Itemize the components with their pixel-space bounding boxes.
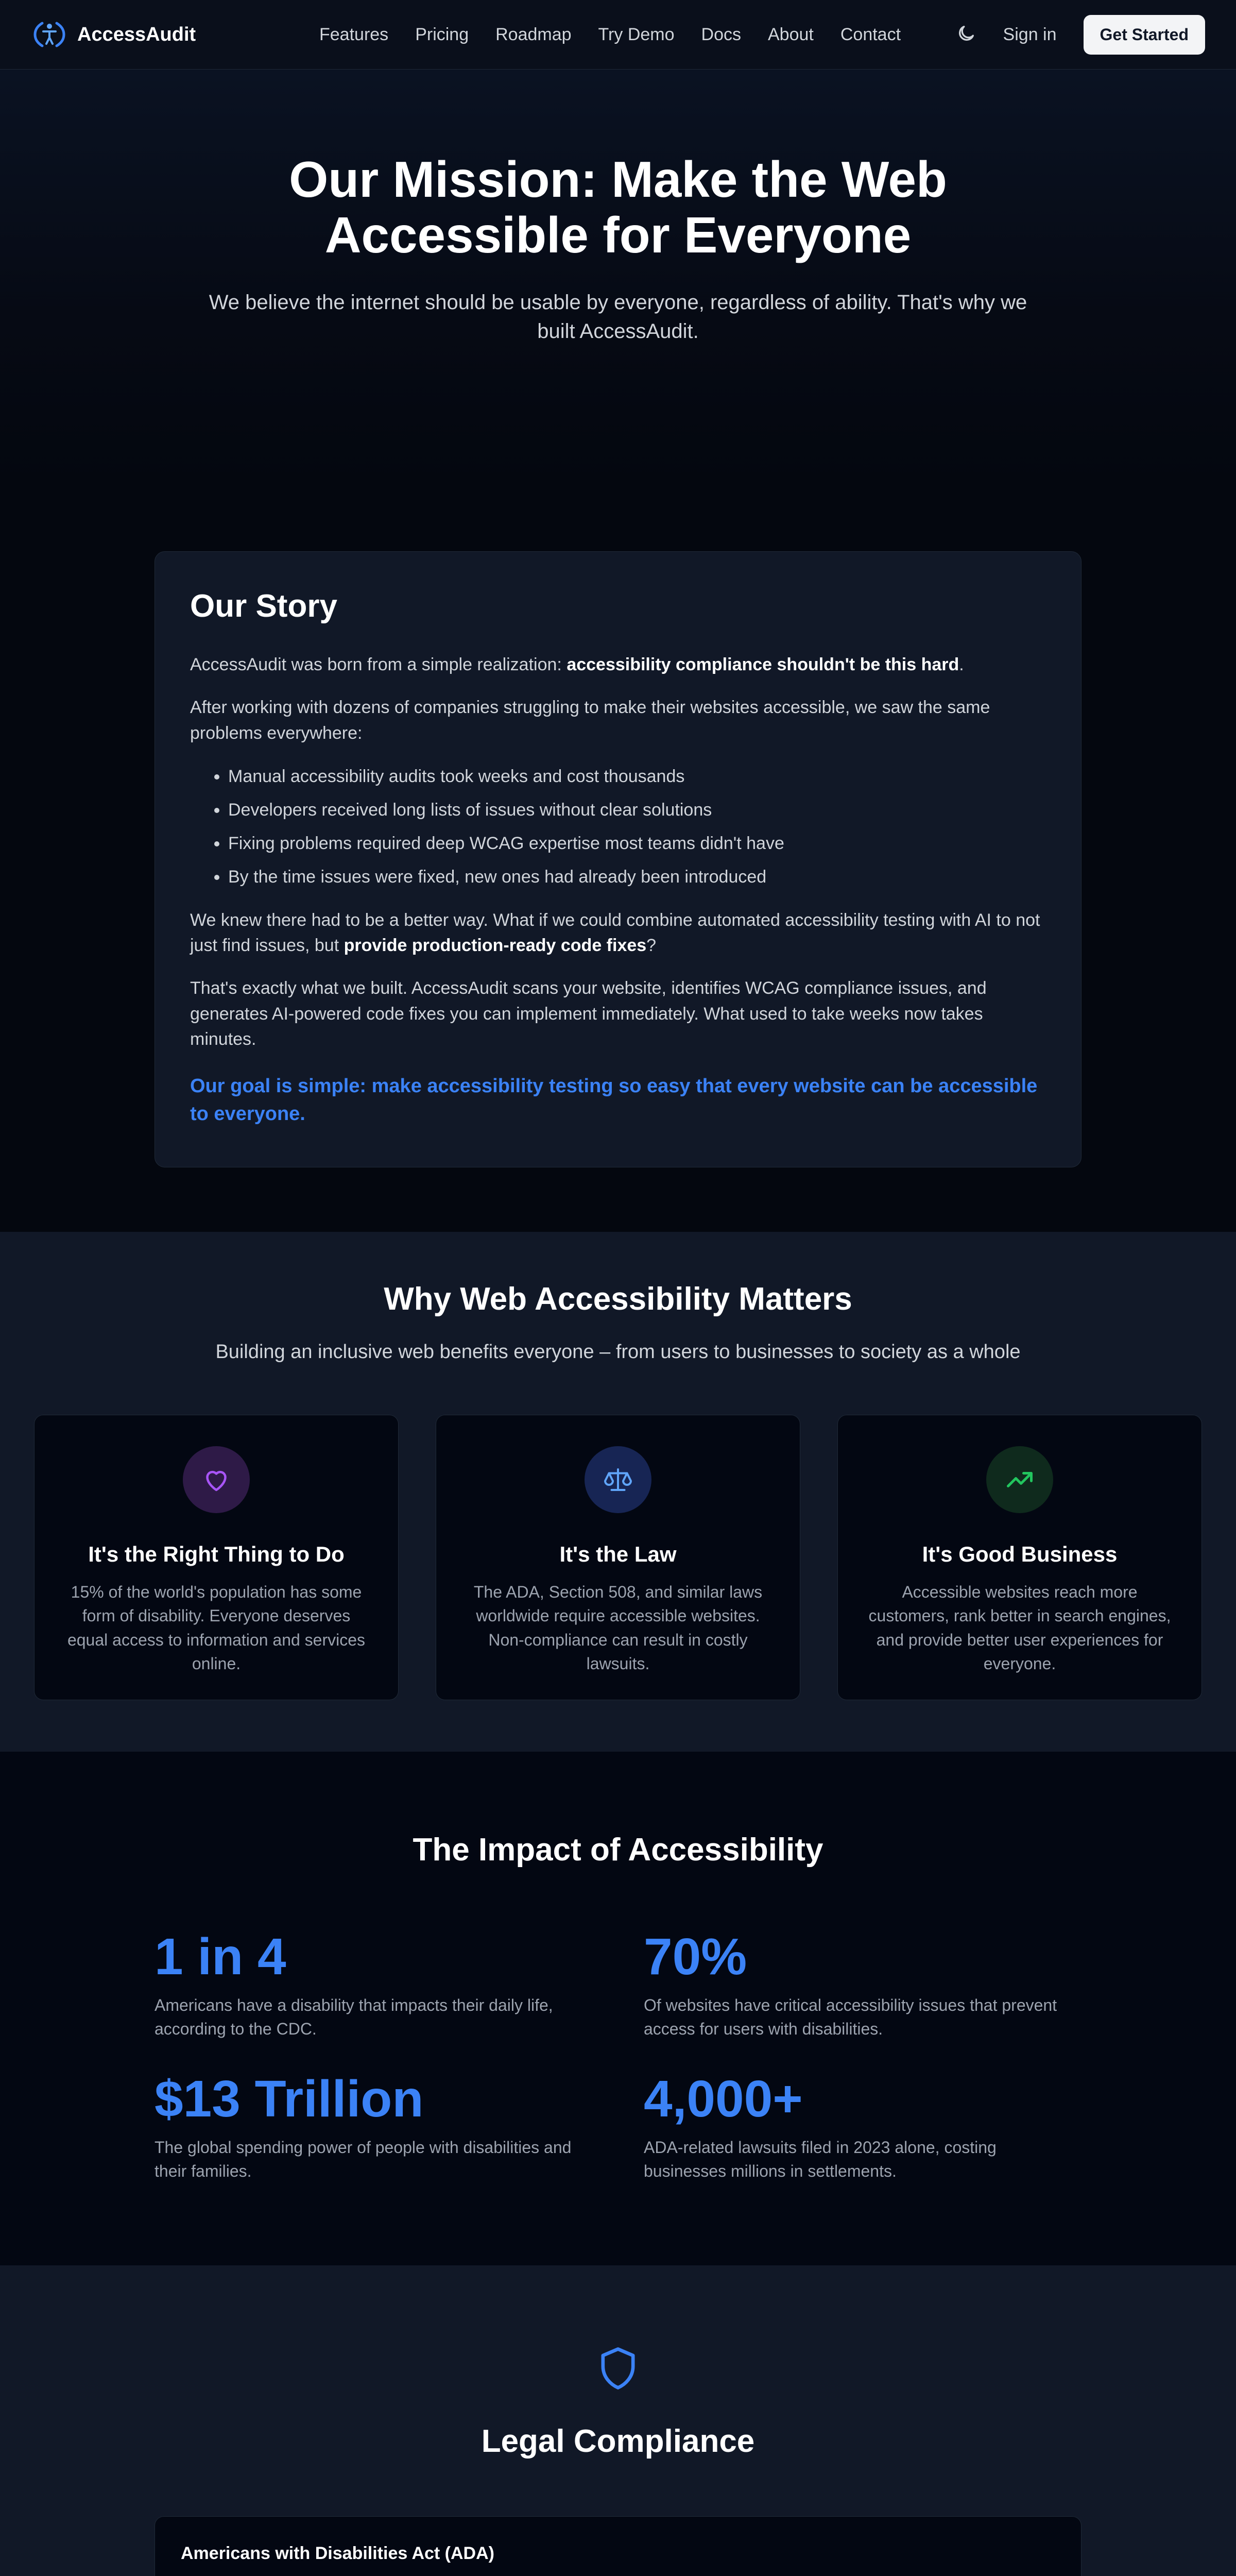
story-problem-list (228, 764, 1046, 890)
story-paragraph-1 (190, 652, 1046, 677)
impact-section (0, 1752, 1236, 2266)
nav-link-roadmap[interactable]: Roadmap (495, 24, 572, 44)
legal-list (154, 2516, 1082, 2576)
sign-in-link[interactable]: Sign in (1003, 24, 1057, 44)
list-item: • Developers received long lists of issues without clear solutions (228, 797, 1046, 823)
stat-value: 1 in 4 (154, 1927, 286, 1986)
impact-heading: The Impact of Accessibility (413, 1832, 823, 1868)
legal-item-title: Americans with Disabilities Act (ADA) (181, 2544, 494, 2564)
why-card-law (436, 1415, 800, 1700)
brand-logo[interactable] (31, 19, 196, 50)
why-card-text: 15% of the world's population has some form of disability. Everyone deserves equal access to information and services online. (67, 1582, 366, 1673)
accessibility-logo-icon (31, 19, 68, 50)
legal-section (0, 2265, 1236, 2576)
why-card-text: The ADA, Section 508, and similar laws worldwide require accessible websites. Non-compliance can result in costly lawsuits. (473, 1582, 763, 1673)
story-paragraph-3 (190, 908, 1046, 959)
nav-links (319, 25, 901, 45)
story-p1-end: . (959, 655, 964, 674)
hero-title: Our Mission: Make the Web Accessible for Everyone (289, 151, 947, 263)
nav-link-contact[interactable]: Contact (840, 24, 901, 44)
why-card-business (837, 1415, 1202, 1700)
stat-description: Of websites have critical accessibility issues that prevent access for users with disabilities. (644, 1995, 1057, 2039)
why-subtitle: Building an inclusive web benefits everyone – from users to businesses to society as a whole (215, 1341, 1021, 1363)
story-p1-text: AccessAudit was born from a simple realization: (190, 655, 567, 674)
nav-link-features[interactable]: Features (319, 24, 389, 44)
story-p3-emphasis: provide production-ready code fixes (344, 936, 647, 956)
brand-name: AccessAudit (77, 23, 196, 45)
stat-item (154, 2072, 592, 2183)
list-item: • Fixing problems required deep WCAG expertise most teams didn't have (228, 831, 1046, 857)
nav-link-pricing[interactable]: Pricing (415, 24, 469, 44)
scale-icon (585, 1446, 651, 1513)
stat-description: Americans have a disability that impacts their daily life, according to the CDC. (154, 1995, 553, 2039)
story-heading: Our Story (190, 588, 337, 624)
why-section (0, 1232, 1236, 1752)
list-item: • Manual accessibility audits took weeks and cost thousands (228, 764, 1046, 790)
why-card-title: It's the Right Thing to Do (88, 1541, 345, 1566)
nav-link-docs[interactable]: Docs (701, 24, 741, 44)
story-card (154, 551, 1082, 1167)
why-card-right-thing (34, 1415, 399, 1700)
stat-item (154, 1927, 592, 2041)
story-p3-text: We knew there had to be a better way. What if we could combine automated accessibility testing with AI to not just find issues, but (190, 910, 1040, 956)
stat-item (644, 2072, 1082, 2183)
heart-icon (183, 1446, 250, 1513)
get-started-button[interactable]: Get Started (1084, 15, 1205, 55)
theme-toggle-moon-icon[interactable] (956, 23, 976, 46)
why-card-title: It's the Law (559, 1541, 677, 1566)
stat-description: The global spending power of people with disabilities and their families. (154, 2138, 572, 2180)
legal-item-ada (154, 2516, 1082, 2576)
story-p1-emphasis: accessibility compliance shouldn't be this hard (566, 655, 959, 674)
stat-value: 4,000+ (644, 2070, 803, 2128)
shield-icon (592, 2343, 644, 2394)
why-cards (0, 1415, 1236, 1700)
hero-subtitle: We believe the internet should be usable by everyone, regardless of ability. That's why we built AccessAudit. (209, 291, 1027, 343)
story-paragraph-2: After working with dozens of companies struggling to make their websites accessible, we saw the same problems everywhere: (190, 698, 990, 743)
nav-actions (956, 15, 1205, 55)
why-card-text: Accessible websites reach more customers, rank better in search engines, and provide better user experiences for everyone. (868, 1582, 1171, 1673)
top-nav (0, 0, 1236, 70)
stat-value: 70% (644, 1927, 747, 1986)
stats-grid (154, 1927, 1082, 2183)
story-section (0, 482, 1236, 1232)
why-card-title: It's Good Business (922, 1541, 1118, 1566)
why-heading: Why Web Accessibility Matters (384, 1281, 852, 1317)
nav-link-try-demo[interactable]: Try Demo (598, 24, 675, 44)
list-item: • By the time issues were fixed, new ones had already been introduced (228, 864, 1046, 890)
legal-heading: Legal Compliance (481, 2424, 755, 2460)
nav-link-about[interactable]: About (768, 24, 814, 44)
stat-description: ADA-related lawsuits filed in 2023 alone, costing businesses millions in settlements. (644, 2138, 997, 2180)
story-p3-end: ? (646, 936, 657, 956)
stat-item (644, 1927, 1082, 2041)
story-goal: Our goal is simple: make accessibility testing so easy that every website can be accessible to everyone. (190, 1075, 1038, 1125)
hero-section (0, 70, 1236, 482)
stat-value: $13 Trillion (154, 2070, 424, 2128)
story-paragraph-4: That's exactly what we built. AccessAudit scans your website, identifies WCAG compliance issues, and generates AI-powered code fixes you can implement immediately. What used to take weeks now takes minutes. (190, 978, 987, 1049)
trending-up-icon (986, 1446, 1053, 1513)
